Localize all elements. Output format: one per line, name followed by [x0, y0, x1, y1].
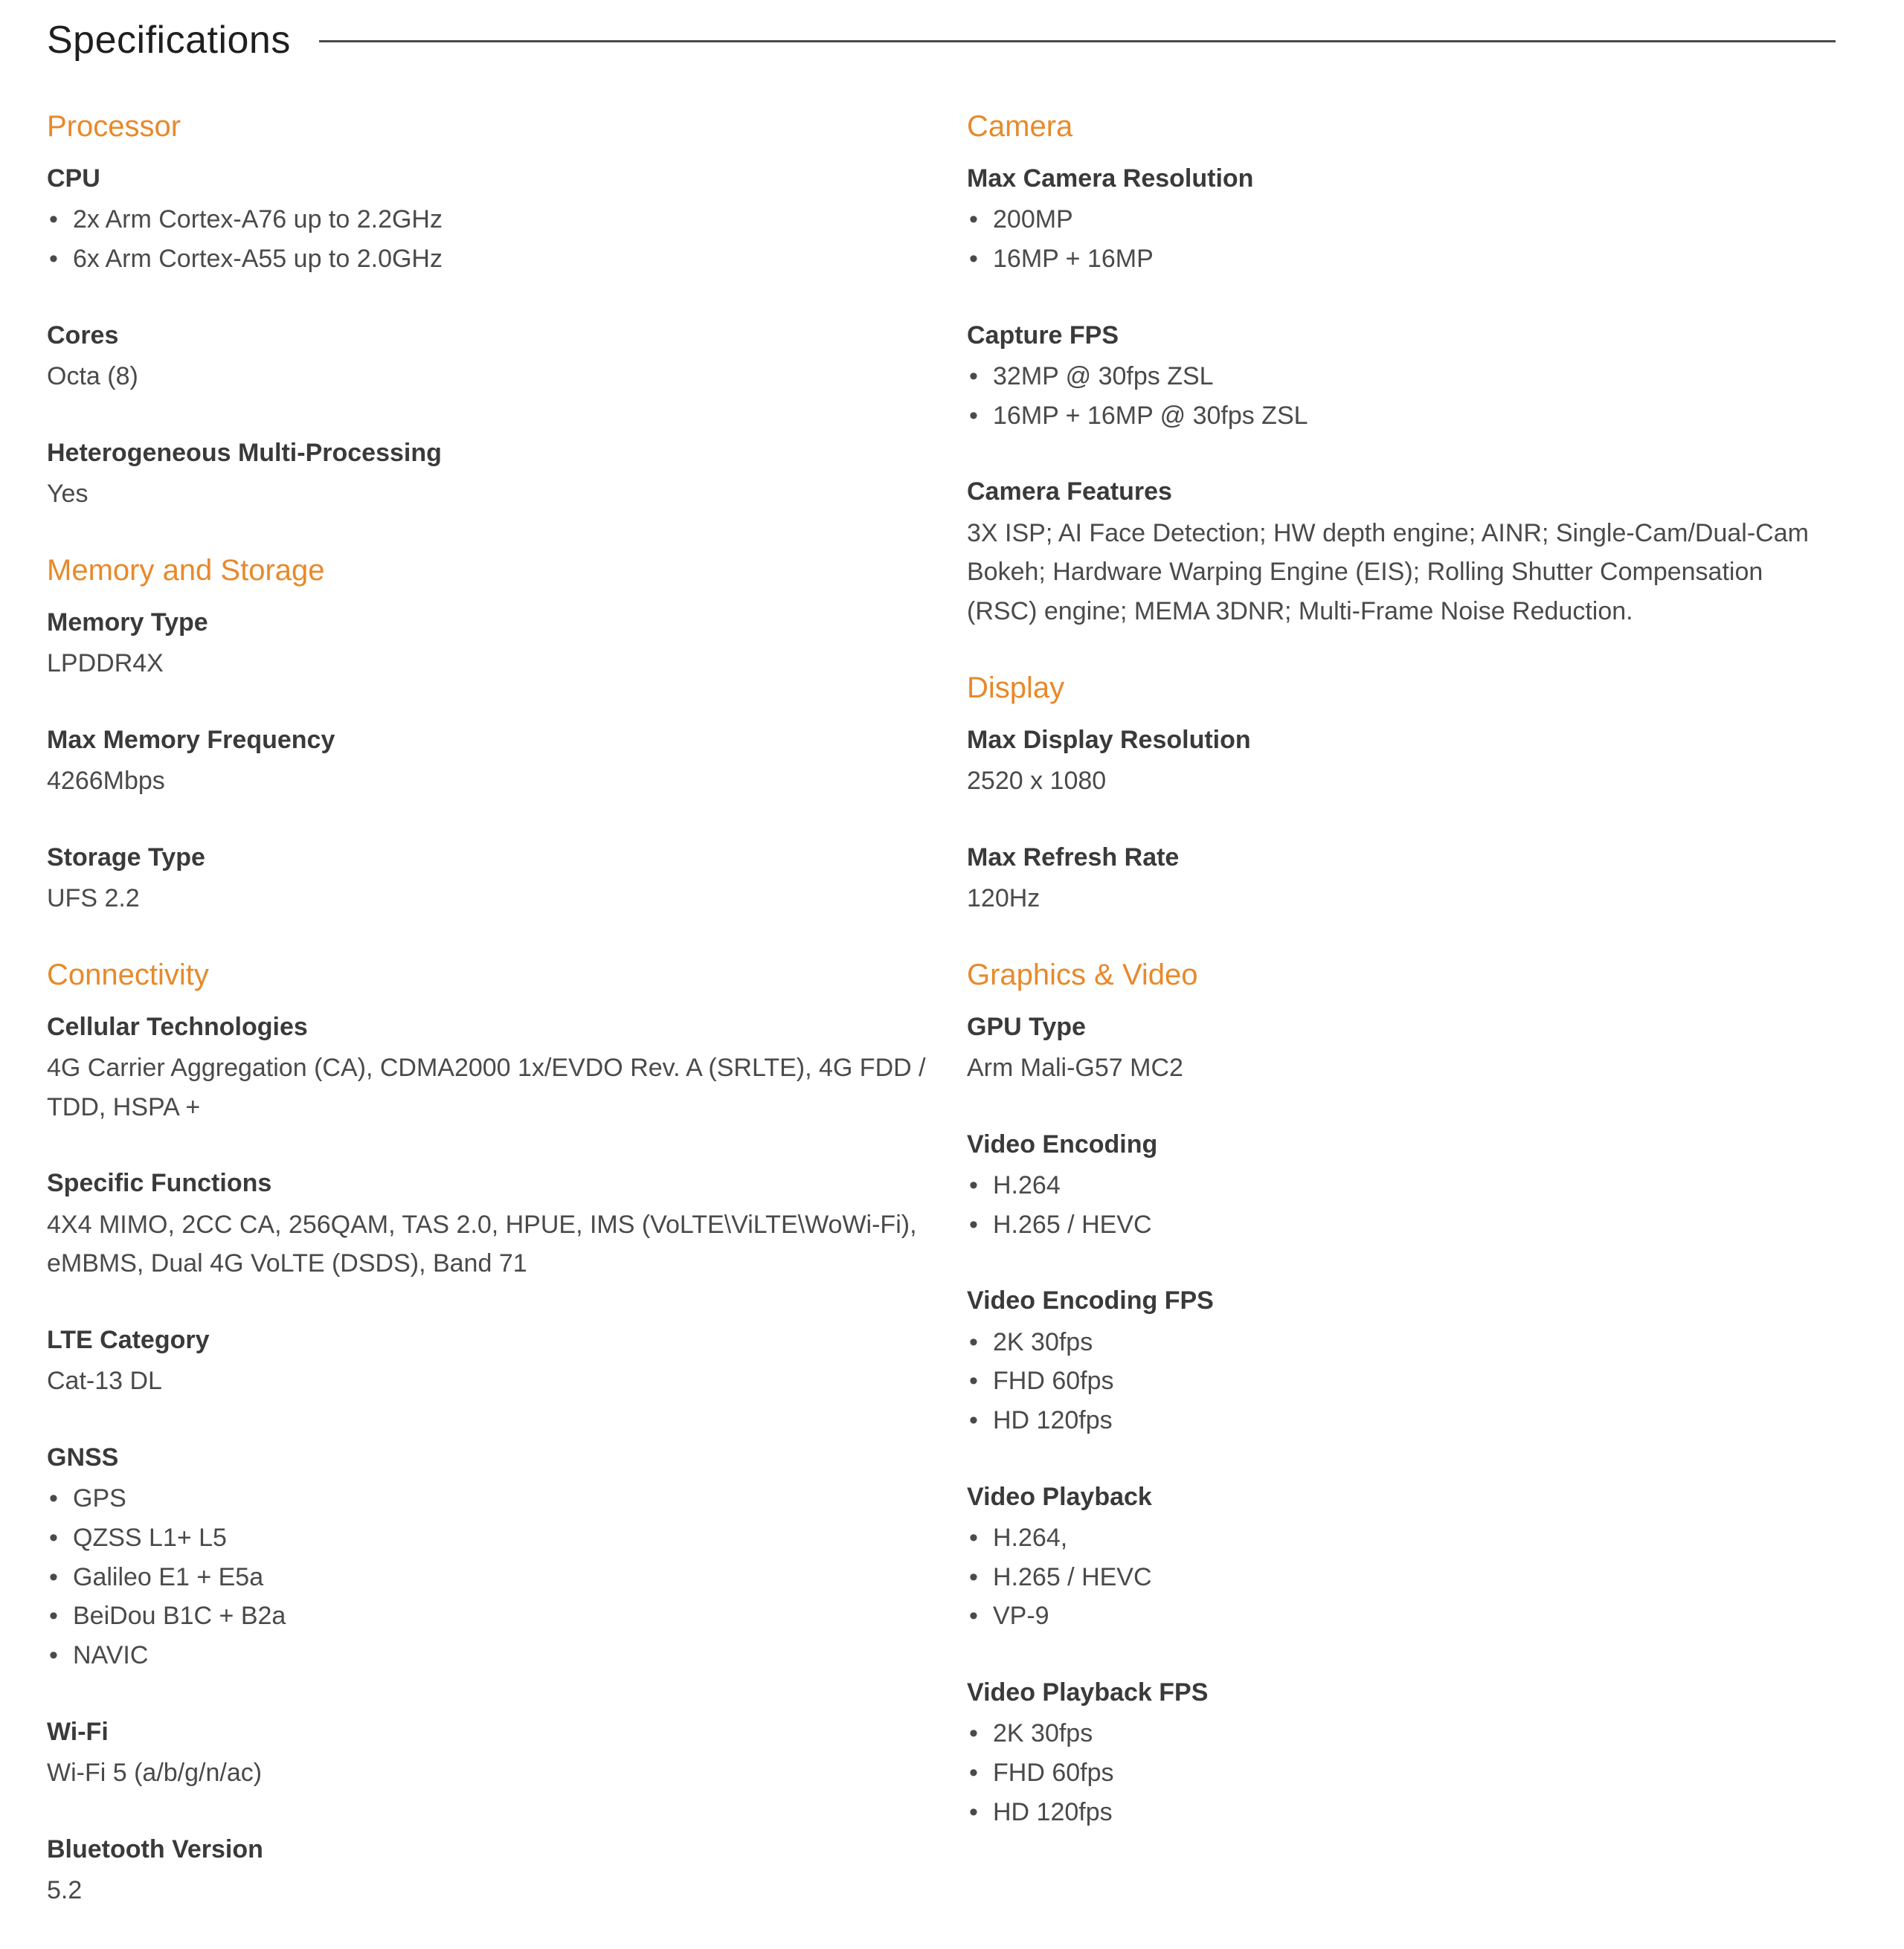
- section-processor: [47, 109, 967, 514]
- bullet-icon: •: [49, 244, 58, 273]
- list-item-text: 6x Arm Cortex-A55 up to 2.0GHz: [73, 244, 443, 273]
- spec-label-max-camera-resolution: Max Camera Resolution: [967, 164, 1254, 193]
- bullet-icon: •: [969, 361, 978, 390]
- spec-max-refresh-rate: [967, 840, 1836, 918]
- list-item: [47, 1636, 967, 1675]
- spec-value-lte-category: Cat-13 DL: [47, 1367, 162, 1396]
- section-connectivity: [47, 957, 967, 1910]
- spec-label-video-encoding-fps: Video Encoding FPS: [967, 1286, 1214, 1315]
- list-item-text: FHD 60fps: [993, 1367, 1114, 1396]
- list-item: [47, 1597, 967, 1636]
- spec-list-video-playback-fps: [967, 1714, 1836, 1832]
- spec-list-video-encoding-fps: [967, 1323, 1836, 1440]
- bullet-icon: •: [969, 1602, 978, 1631]
- bullet-icon: •: [49, 1523, 58, 1552]
- list-item: [47, 239, 967, 279]
- spec-label-storage-type: Storage Type: [47, 843, 205, 872]
- list-item-text: 2K 30fps: [993, 1719, 1093, 1748]
- spec-video-encoding: [967, 1127, 1836, 1245]
- spec-value-specific-functions: 4X4 MIMO, 2CC CA, 256QAM, TAS 2.0, HPUE, IMS (VoLTE\ViLTE\WoWi-Fi), eMBMS, Dual 4G VoLTE (DSDS), Band 71: [47, 1210, 917, 1278]
- spec-video-playback-fps: [967, 1675, 1836, 1832]
- spec-max-display-resolution: [967, 722, 1836, 801]
- list-item-text: 2K 30fps: [993, 1327, 1093, 1356]
- spec-video-encoding-fps: [967, 1283, 1836, 1440]
- spec-label-specific-functions: Specific Functions: [47, 1169, 272, 1198]
- spec-list-video-encoding: [967, 1166, 1836, 1244]
- section-title-graphics-video: Graphics & Video: [967, 958, 1198, 991]
- spec-capture-fps: [967, 318, 1836, 436]
- list-item: [967, 357, 1836, 396]
- spec-list-max-camera-resolution: [967, 200, 1836, 278]
- list-item-text: VP-9: [993, 1602, 1049, 1631]
- list-item: [47, 200, 967, 239]
- spec-label-lte-category: LTE Category: [47, 1325, 210, 1354]
- section-title-memory-and-storage: Memory and Storage: [47, 553, 325, 587]
- spec-storage-type: [47, 840, 967, 918]
- list-item-text: 2x Arm Cortex-A76 up to 2.2GHz: [73, 205, 443, 234]
- section-title-processor: Processor: [47, 110, 181, 143]
- list-item: [967, 396, 1836, 436]
- spec-label-video-playback-fps: Video Playback FPS: [967, 1678, 1209, 1707]
- list-item: [967, 1518, 1836, 1558]
- bullet-icon: •: [49, 1602, 58, 1631]
- spec-list-cpu: [47, 200, 967, 278]
- spec-cellular-technologies: [47, 1009, 967, 1127]
- list-item: [967, 1597, 1836, 1636]
- page-title: Specifications: [47, 19, 291, 62]
- bullet-icon: •: [969, 1210, 978, 1239]
- spec-gpu-type: [967, 1009, 1836, 1088]
- list-item-text: FHD 60fps: [993, 1759, 1114, 1788]
- spec-label-memory-type: Memory Type: [47, 608, 208, 637]
- list-item: [967, 1793, 1836, 1832]
- spec-label-video-playback: Video Playback: [967, 1482, 1152, 1511]
- spec-bluetooth-version: [47, 1832, 967, 1910]
- spec-label-gnss: GNSS: [47, 1443, 119, 1472]
- list-item-text: H.264: [993, 1170, 1061, 1199]
- list-item: [967, 1323, 1836, 1362]
- list-item: [967, 1166, 1836, 1205]
- left-column: [47, 109, 967, 1949]
- bullet-icon: •: [969, 1367, 978, 1396]
- spec-list-gnss: [47, 1479, 967, 1675]
- list-item: [967, 200, 1836, 239]
- list-item: [967, 1714, 1836, 1753]
- spec-value-heterogeneous-multi-processing: Yes: [47, 479, 89, 508]
- spec-label-capture-fps: Capture FPS: [967, 320, 1119, 349]
- spec-value-max-memory-frequency: 4266Mbps: [47, 766, 165, 795]
- spec-value-cores: Octa (8): [47, 361, 138, 390]
- spec-cores: [47, 318, 967, 396]
- spec-memory-type: [47, 605, 967, 683]
- section-display: [967, 670, 1836, 918]
- spec-label-camera-features: Camera Features: [967, 477, 1172, 506]
- spec-label-cellular-technologies: Cellular Technologies: [47, 1012, 308, 1041]
- section-graphics-video: [967, 957, 1836, 1832]
- spec-list-video-playback: [967, 1518, 1836, 1636]
- spec-camera-features: [967, 474, 1836, 631]
- section-title-display: Display: [967, 671, 1065, 704]
- list-item: [967, 1205, 1836, 1245]
- bullet-icon: •: [969, 1719, 978, 1748]
- spec-max-memory-frequency: [47, 722, 967, 801]
- bullet-icon: •: [969, 205, 978, 234]
- spec-wi-fi: [47, 1714, 967, 1793]
- bullet-icon: •: [969, 1327, 978, 1356]
- spec-value-bluetooth-version: 5.2: [47, 1875, 83, 1904]
- page-header: [47, 0, 1836, 80]
- spec-gnss: [47, 1440, 967, 1675]
- section-title-camera: Camera: [967, 110, 1073, 143]
- section-camera: [967, 109, 1836, 631]
- spec-heterogeneous-multi-processing: [47, 435, 967, 514]
- spec-label-max-display-resolution: Max Display Resolution: [967, 725, 1251, 754]
- list-item-text: 200MP: [993, 205, 1073, 234]
- list-item: [967, 1362, 1836, 1401]
- spec-label-video-encoding: Video Encoding: [967, 1130, 1158, 1159]
- list-item-text: HD 120fps: [993, 1406, 1113, 1434]
- spec-max-camera-resolution: [967, 161, 1836, 279]
- spec-value-cellular-technologies: 4G Carrier Aggregation (CA), CDMA2000 1x/EVDO Rev. A (SRLTE), 4G FDD / TDD, HSPA +: [47, 1053, 926, 1121]
- section-memory-and-storage: [47, 553, 967, 918]
- list-item-text: Galileo E1 + E5a: [73, 1562, 264, 1591]
- list-item-text: H.265 / HEVC: [993, 1562, 1152, 1591]
- spec-lte-category: [47, 1322, 967, 1401]
- bullet-icon: •: [969, 1523, 978, 1552]
- list-item-text: H.265 / HEVC: [993, 1210, 1152, 1239]
- spec-label-cpu: CPU: [47, 164, 100, 193]
- spec-value-storage-type: UFS 2.2: [47, 883, 140, 912]
- bullet-icon: •: [49, 1562, 58, 1591]
- bullet-icon: •: [49, 1640, 58, 1669]
- list-item: [967, 1401, 1836, 1440]
- spec-cpu: [47, 161, 967, 279]
- list-item-text: NAVIC: [73, 1640, 149, 1669]
- list-item: [47, 1518, 967, 1558]
- spec-value-wi-fi: Wi-Fi 5 (a/b/g/n/ac): [47, 1758, 263, 1787]
- bullet-icon: •: [969, 1562, 978, 1591]
- spec-label-bluetooth-version: Bluetooth Version: [47, 1834, 263, 1863]
- bullet-icon: •: [969, 1759, 978, 1788]
- bullet-icon: •: [969, 244, 978, 273]
- bullet-icon: •: [969, 1170, 978, 1199]
- list-item-text: 16MP + 16MP @ 30fps ZSL: [993, 401, 1308, 430]
- list-item-text: 32MP @ 30fps ZSL: [993, 361, 1214, 390]
- list-item-text: QZSS L1+ L5: [73, 1523, 227, 1552]
- bullet-icon: •: [969, 401, 978, 430]
- spec-label-gpu-type: GPU Type: [967, 1012, 1086, 1041]
- spec-specific-functions: [47, 1165, 967, 1283]
- right-column: [967, 109, 1836, 1949]
- spec-value-camera-features: 3X ISP; AI Face Detection; HW depth engine; AINR; Single-Cam/Dual-Cam Bokeh; Hardware Warping Engine (EIS); Rolling Shutter Compensation (RSC) engine; MEMA 3DNR; Multi-Frame Noise Reduction.: [967, 518, 1809, 626]
- bullet-icon: •: [49, 1484, 58, 1513]
- spec-value-max-display-resolution: 2520 x 1080: [967, 767, 1107, 795]
- spec-label-cores: Cores: [47, 320, 119, 349]
- bullet-icon: •: [49, 205, 58, 234]
- spec-value-gpu-type: Arm Mali-G57 MC2: [967, 1053, 1183, 1082]
- list-item: [967, 1558, 1836, 1597]
- section-title-connectivity: Connectivity: [47, 958, 209, 991]
- title-divider: [319, 40, 1836, 42]
- spec-value-memory-type: LPDDR4X: [47, 648, 164, 677]
- spec-label-wi-fi: Wi-Fi: [47, 1717, 109, 1746]
- bullet-icon: •: [969, 1406, 978, 1434]
- spec-columns: [47, 109, 1836, 1949]
- spec-value-max-refresh-rate: 120Hz: [967, 883, 1041, 912]
- list-item-text: H.264,: [993, 1523, 1068, 1552]
- bullet-icon: •: [969, 1797, 978, 1826]
- list-item-text: BeiDou B1C + B2a: [73, 1602, 286, 1631]
- list-item: [967, 1753, 1836, 1793]
- list-item-text: GPS: [73, 1484, 126, 1513]
- list-item: [47, 1558, 967, 1597]
- list-item-text: HD 120fps: [993, 1797, 1113, 1826]
- spec-list-capture-fps: [967, 357, 1836, 435]
- spec-video-playback: [967, 1479, 1836, 1636]
- list-item: [967, 239, 1836, 279]
- list-item-text: 16MP + 16MP: [993, 244, 1154, 273]
- list-item: [47, 1479, 967, 1518]
- spec-label-max-refresh-rate: Max Refresh Rate: [967, 843, 1180, 872]
- spec-label-heterogeneous-multi-processing: Heterogeneous Multi-Processing: [47, 438, 442, 467]
- spec-label-max-memory-frequency: Max Memory Frequency: [47, 725, 335, 754]
